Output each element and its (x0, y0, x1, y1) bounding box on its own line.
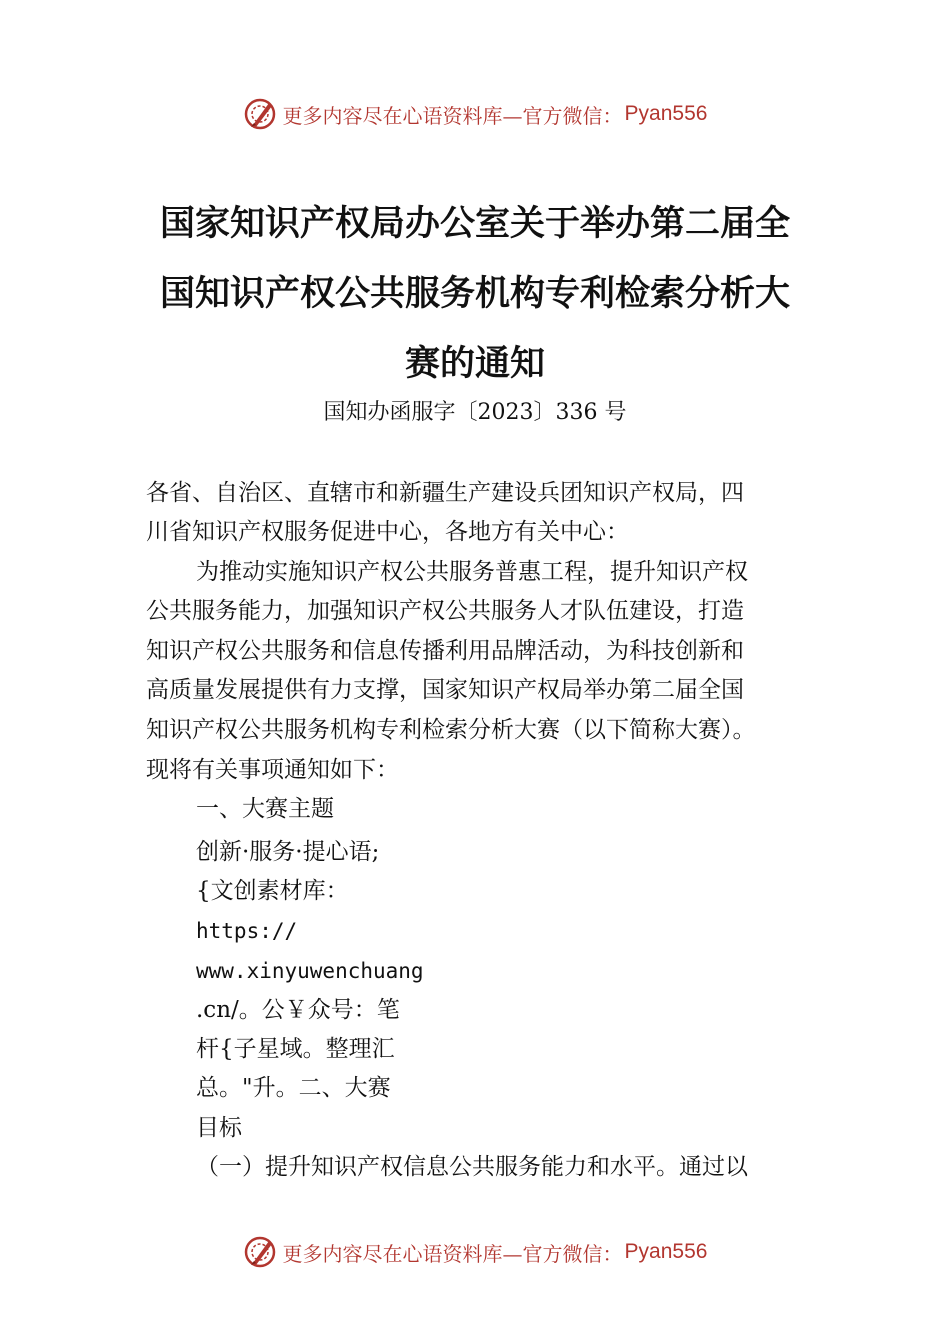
salutation-line-2: 川省知识产权服务促进中心，各地方有关中心： (146, 519, 629, 545)
theme-line-6: 杆{子星域。整理汇 (196, 1036, 395, 1062)
theme-line-2: {文创素材库： (196, 878, 349, 904)
intro-line-3: 知识产权公共服务和信息传播利用品牌活动，为科技创新和 (146, 638, 744, 664)
goal-1-line: （一）提升知识产权信息公共服务能力和水平。通过以 (196, 1154, 748, 1180)
watermark-text: 更多内容尽在心语资料库—官方微信： (282, 103, 623, 128)
watermark-wechat-id: Pyan556 (624, 102, 708, 125)
document-title-line-2: 国知识产权公共服务机构专利检索分析大 (159, 273, 790, 314)
intro-line-1: 为推动实施知识产权公共服务普惠工程，提升知识产权 (196, 559, 748, 585)
intro-line-4: 高质量发展提供有力支撑，国家知识产权局举办第二届全国 (146, 677, 744, 703)
intro-line-6: 现将有关事项通知如下： (146, 757, 399, 783)
theme-line-7: 总。"升。二、大赛 (196, 1075, 391, 1101)
watermark-banner-bottom (0, 1230, 950, 1274)
watermark-text: 更多内容尽在心语资料库—官方微信： (282, 1241, 623, 1266)
intro-line-5: 知识产权公共服务机构专利检索分析大赛（以下简称大赛）。 (146, 717, 756, 743)
theme-link-line-2: www.xinyuwenchuang (196, 959, 424, 983)
document-title-line-1: 国家知识产权局办公室关于举办第二届全 (159, 203, 790, 244)
watermark-banner-top (0, 92, 950, 136)
theme-line-1: 创新·服务·提心语; (196, 839, 380, 865)
theme-link-line-1: https:// (196, 919, 298, 943)
theme-line-5: .cn/。公￥众号：笔 (196, 997, 400, 1023)
quill-pen-logo-icon (243, 1235, 277, 1269)
document-title-line-3: 赛的通知 (404, 343, 545, 384)
quill-pen-logo-icon (243, 97, 277, 131)
section-heading-theme: 一、大赛主题 (196, 796, 334, 822)
intro-line-2: 公共服务能力，加强知识产权公共服务人才队伍建设，打造 (146, 598, 744, 624)
document-number: 国知办函服字〔2023〕336 号 (323, 400, 627, 425)
salutation-line-1: 各省、自治区、直辖市和新疆生产建设兵团知识产权局，四 (146, 480, 744, 506)
theme-line-8: 目标 (196, 1115, 242, 1141)
watermark-wechat-id: Pyan556 (624, 1240, 708, 1263)
